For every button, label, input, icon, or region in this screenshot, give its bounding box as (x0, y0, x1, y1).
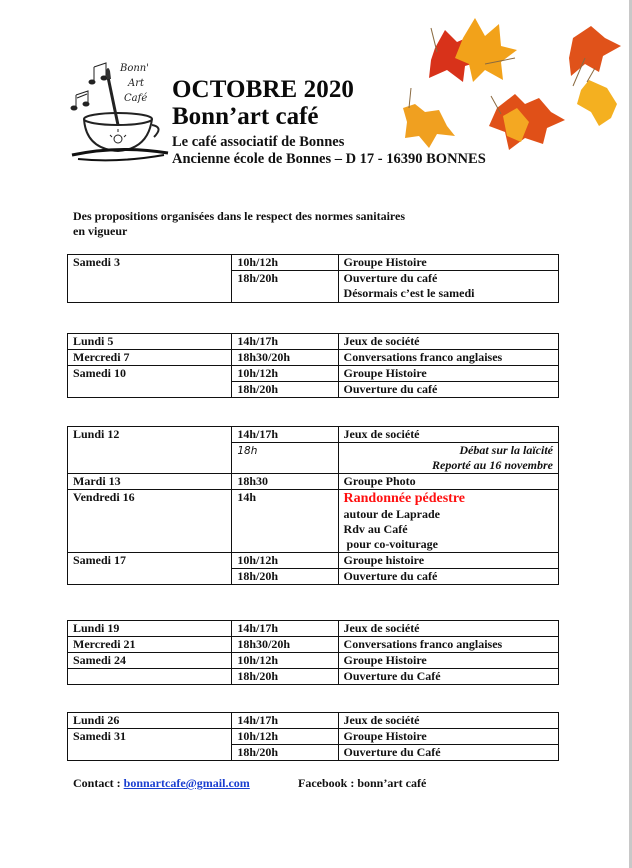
day-cell: Samedi 31 (68, 729, 232, 761)
activity-cell: Jeux de société (338, 621, 558, 637)
activity-cell: Groupe Histoire (338, 729, 558, 745)
day-cell: Lundi 19 (68, 621, 232, 637)
tagline: Le café associatif de Bonnes (172, 134, 345, 150)
day-cell: Mercredi 21 (68, 637, 232, 653)
time-cell: 14h (232, 490, 338, 553)
time-cell: 10h/12h (232, 729, 338, 745)
day-cell: Lundi 12 (68, 427, 232, 474)
time-cell: 18h/20h (232, 669, 338, 685)
table-row (68, 669, 559, 685)
activity-cell (338, 443, 558, 474)
time-cell: 18h30/20h (232, 350, 338, 366)
activity-label: Ouverture du café (343, 271, 438, 285)
table-row (68, 729, 559, 745)
logo-text-cafe: Café (124, 93, 148, 104)
time-cell: 10h/12h (232, 366, 338, 382)
autumn-leaves-icon (385, 8, 625, 168)
time-cell: 10h/12h (232, 553, 338, 569)
cafe-logo-icon (68, 57, 174, 163)
table-row (68, 334, 559, 350)
time-cell: 14h/17h (232, 621, 338, 637)
activity-cell: Groupe histoire (338, 553, 558, 569)
schedule-table-week-2 (67, 333, 559, 398)
time-cell: 18h/20h (232, 745, 338, 761)
activity-cell: Ouverture du Café (338, 745, 558, 761)
activity-cell: Groupe Photo (338, 474, 558, 490)
table-row (68, 474, 559, 490)
table-row (68, 490, 559, 553)
table-row (68, 427, 559, 443)
hike-detail: autour de Laprade (343, 507, 440, 521)
day-cell: Samedi 3 (68, 255, 232, 303)
logo-text-bonn: Bonn' (120, 63, 149, 74)
activity-cell: Conversations franco anglaises (338, 637, 558, 653)
activity-cell (338, 271, 558, 303)
intro-text (73, 209, 405, 239)
schedule-table-week-4 (67, 620, 559, 685)
day-cell: Samedi 10 (68, 366, 232, 398)
schedule-table-week-5 (67, 712, 559, 761)
activity-cell: Groupe Histoire (338, 255, 558, 271)
schedule-table-week-1 (67, 254, 559, 303)
contact-label: Contact : (73, 776, 124, 790)
activity-cell (338, 490, 558, 553)
time-cell: 10h/12h (232, 255, 338, 271)
day-cell: Lundi 5 (68, 334, 232, 350)
day-cell: Vendredi 16 (68, 490, 232, 553)
intro-line-1: Des propositions organisées dans le respect des normes sanitaires (73, 209, 406, 223)
time-cell: 10h/12h (232, 653, 338, 669)
day-cell (68, 669, 232, 685)
activity-cell: Ouverture du Café (338, 669, 558, 685)
hike-detail: Rdv au Café (343, 522, 408, 536)
cancelled-event: Débat sur la laïcité (459, 443, 553, 457)
time-cell: 18h/20h (232, 271, 338, 303)
time-cell: 14h/17h (232, 713, 338, 729)
activity-cell: Jeux de société (338, 334, 558, 350)
table-row (68, 637, 559, 653)
time-cell: 18h30 (232, 474, 338, 490)
postponed-note: Reporté au 16 novembre (432, 458, 553, 472)
day-cell: Samedi 24 (68, 653, 232, 669)
activity-cell: Conversations franco anglaises (338, 350, 558, 366)
time-cell: 14h/17h (232, 427, 338, 443)
hike-detail: pour co-voiturage (343, 537, 438, 551)
logo-text-art: Art (128, 78, 145, 89)
time-cell: 18h/20h (232, 569, 338, 585)
table-row (68, 350, 559, 366)
table-row (68, 255, 559, 271)
day-cell: Mercredi 7 (68, 350, 232, 366)
table-row (68, 553, 559, 569)
activity-cell: Groupe Histoire (338, 653, 558, 669)
table-row (68, 621, 559, 637)
table-row (68, 366, 559, 382)
table-row (68, 653, 559, 669)
time-cell (232, 443, 338, 474)
table-row (68, 713, 559, 729)
cafe-name: Bonn’art café (172, 103, 319, 130)
activity-note: Désormais c’est le samedi (343, 286, 475, 300)
activity-cell: Ouverture du café (338, 382, 558, 398)
time-cell: 18h30/20h (232, 637, 338, 653)
facebook-label: Facebook : bonn’art café (298, 776, 427, 790)
activity-cell: Jeux de société (338, 713, 558, 729)
activity-cell: Jeux de société (338, 427, 558, 443)
contact-email-link[interactable]: bonnartcafe@gmail.com (123, 776, 250, 790)
contact-line (73, 776, 250, 791)
schedule-table-week-3 (67, 426, 559, 585)
time-cell: 14h/17h (232, 334, 338, 350)
time-cell: 18h/20h (232, 382, 338, 398)
intro-line-2: en vigueur (73, 224, 128, 238)
address: Ancienne école de Bonnes – D 17 - 16390 BONNES (172, 151, 486, 167)
cancelled-time: 18h (237, 445, 258, 457)
day-cell: Samedi 17 (68, 553, 232, 585)
hike-title: Randonnée pédestre (343, 491, 465, 506)
activity-cell: Ouverture du café (338, 569, 558, 585)
page-title: OCTOBRE 2020 (172, 76, 355, 103)
activity-cell: Groupe Histoire (338, 366, 558, 382)
day-cell: Lundi 26 (68, 713, 232, 729)
day-cell: Mardi 13 (68, 474, 232, 490)
